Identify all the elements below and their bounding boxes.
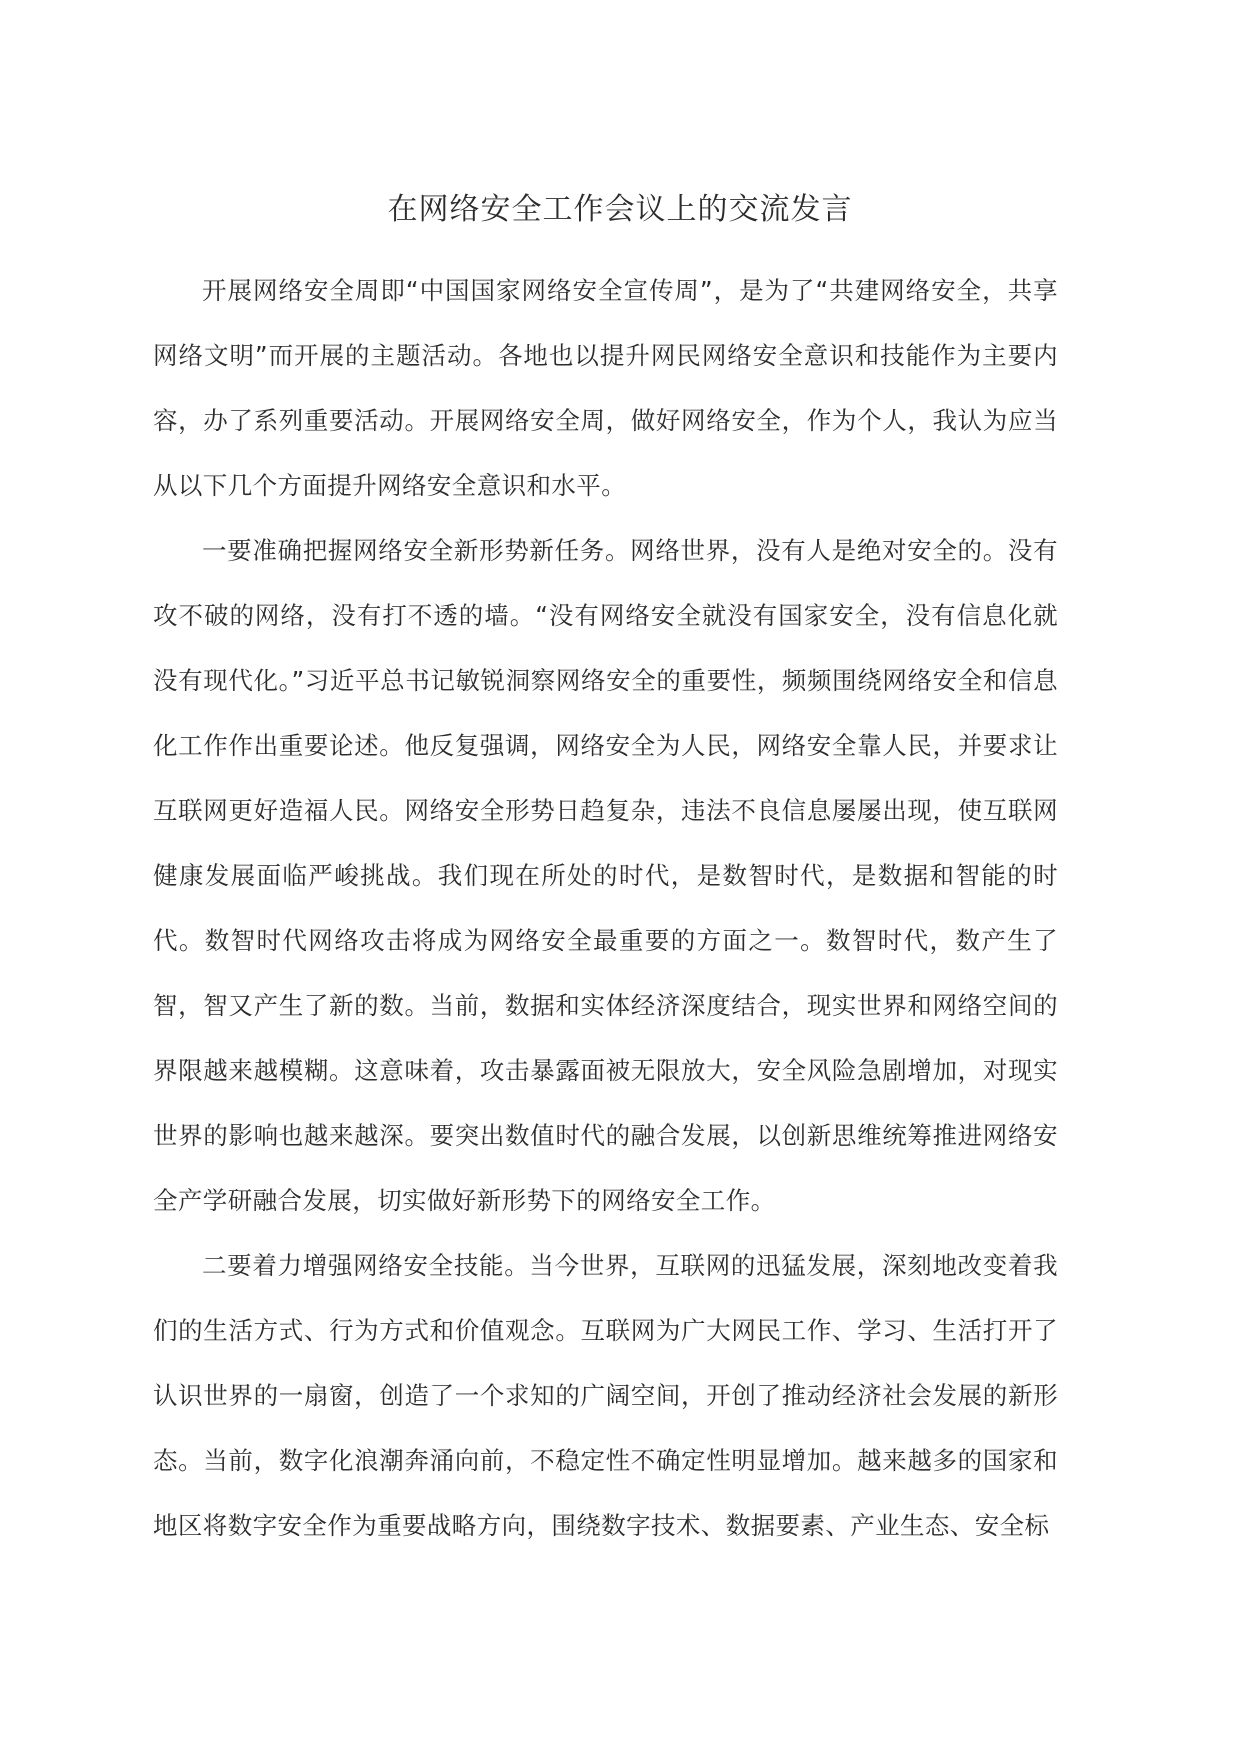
- paragraph-intro: 开展网络安全周即“中国国家网络安全宣传周”，是为了“共建网络安全，共享网络文明”而开展的主题活动。各地也以提升网民网络安全意识和技能作为主要内容，办了系列重要活动。开展网络安全周，做好网络安全，作为个人，我认为应当从以下几个方面提升网络安全意识和水平。: [153, 276, 1058, 500]
- document-title: 在网络安全工作会议上的交流发言: [387, 192, 853, 227]
- paragraph-point-one: 一要准确把握网络安全新形势新任务。网络世界，没有人是绝对安全的。没有攻不破的网络，没有打不透的墙。“没有网络安全就没有国家安全，没有信息化就没有现代化。”习近平总书记敏锐洞察网络安全的重要性，频频围绕网络安全和信息化工作作出重要论述。他反复强调，网络安全为人民，网络安全靠人民，并要求让互联网更好造福人民。网络安全形势日趋复杂，违法不良信息屡屡出现，使互联网健康发展面临严峻挑战。我们现在所处的时代，是数智时代，是数据和智能的时代。数智时代网络攻击将成为网络安全最重要的方面之一。数智时代，数产生了智，智又产生了新的数。当前，数据和实体经济深度结合，现实世界和网络空间的界限越来越模糊。这意味着，攻击暴露面被无限放大，安全风险急剧增加，对现实世界的影响也越来越深。要突出数值时代的融合发展，以创新思维统筹推进网络安全产学研融合发展，切实做好新形势下的网络安全工作。: [153, 536, 1058, 1215]
- paragraph-point-two: 二要着力增强网络安全技能。当今世界，互联网的迅猛发展，深刻地改变着我们的生活方式、行为方式和价值观念。互联网为广大网民工作、学习、生活打开了认识世界的一扇窗，创造了一个求知的广阔空间，开创了推动经济社会发展的新形态。当前，数字化浪潮奔涌向前，不稳定性不确定性明显增加。越来越多的国家和地区将数字安全作为重要战略方向，围绕数字技术、数据要素、产业生态、安全标: [153, 1251, 1058, 1540]
- document-body: [153, 258, 1058, 1558]
